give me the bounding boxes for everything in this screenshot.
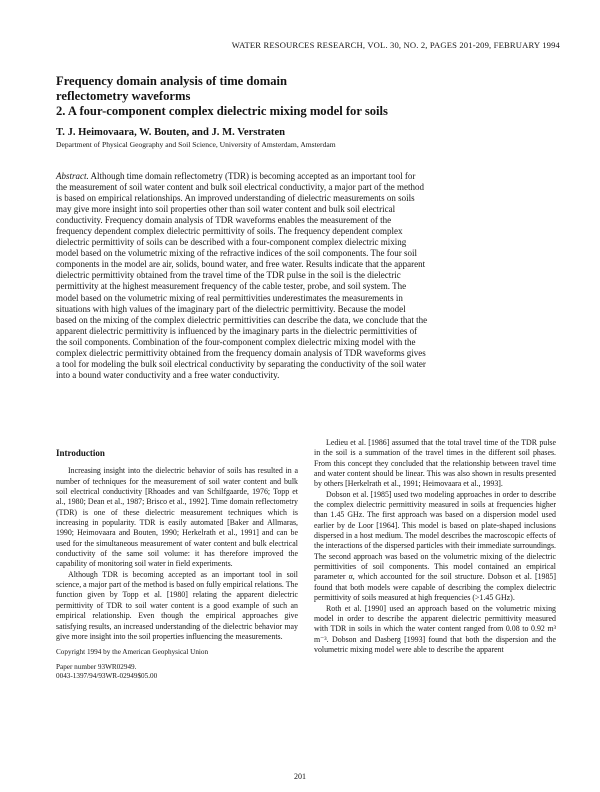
- left-column: [56, 438, 298, 681]
- paper-number: Paper number 93WR02949.: [56, 663, 137, 672]
- intro-paragraph-1: Increasing insight into the dielectric behavior of soils has resulted in a number of techniques for the measurement of soil water content and bulk soil electrical conductivity [Rhoades and van Schilfgaarde, 1976; Topp et al., 1980; Dean et al., 1987; Brisco et al., 1992]. Time domain reflectometry (TDR) is one of these dielectric measurement techniques which is increasing in popularity. TDR is easily automated [Baker and Allmaras, 1990; Heimovaara and Bouten, 1990; Herkelrath et al., 1991] and can be used for the simultaneous measurement of water content and bulk electrical conductivity of the same soil volume: it has therefore improved the capability of monitoring soil water in field experiments.: [56, 466, 298, 569]
- body-paragraph-3: Roth et al. [1990] used an approach based on the volumetric mixing model in order to describe the apparent dielectric permittivity measured with TDR in soils in which the water content ranged from 0.08 to 0.92 m³ m⁻³. Dobson and Dasberg [1993] found that both the dispersion and the volumetric mixing model were able to describe the apparent: [314, 603, 556, 654]
- title-line-1: Frequency domain analysis of time domain: [56, 74, 288, 88]
- abstract-text: Although time domain reflectometry (TDR) is becoming accepted as an important tool for the measurement of soil water content and bulk soil electrical conductivity, a major part of the method is based on empirical relationships. An improved understanding of dielectric measurements on soils may give more insight into soil properties other than soil water content and bulk soil electrical conductivity. Frequency domain analysis of TDR waveforms enables the measurement of the frequency dependent complex dielectric permittivity of soils. The frequency dependent complex dielectric permittivity of soils can be described with a four-component complex dielectric mixing model based on the volumetric mixing of the refractive indices of the soil components. The four soil components in the model are air, solids, bound water, and free water. Results indicate that the apparent dielectric permittivity obtained from the travel time of the TDR pulse in the soil is the dielectric permittivity at the highest measurement frequency of the cable tester, probe, and soil system. The model based on the volumetric mixing of real permittivities underestimates the measurements in situations with high values of the imaginary part of the dielectric permittivity. Because the model based on the mixing of the complex dielectric permittivities can describe the data, we conclude that the apparent dielectric permittivity is influenced by the imaginary parts in the dielectric permittivities of the soil components. Combination of the four-component complex dielectric mixing model with the complex dielectric permittivity obtained from the frequency domain analysis of TDR waveforms gives a tool for modeling the bulk soil electrical conductivity by separating the conductivity of the soil water into a bound water conductivity and a free water conductivity.: [56, 171, 428, 380]
- right-column: [314, 438, 556, 655]
- page-number: 201: [294, 772, 306, 781]
- paper-subtitle: 2. A four-component complex dielectric mixing model for soils: [56, 104, 388, 118]
- affiliation: Department of Physical Geography and Soil Science, University of Amsterdam, Amsterdam: [56, 139, 336, 149]
- running-head: WATER RESOURCES RESEARCH, VOL. 30, NO. 2, PAGES 201-209, FEBRUARY 1994: [231, 40, 560, 50]
- publication-code: 0043-1397/94/93WR-02949$05.00: [56, 672, 158, 681]
- section-heading-introduction: Introduction: [56, 448, 105, 458]
- title-line-2: reflectometry waveforms: [56, 88, 191, 103]
- intro-paragraph-2: Although TDR is becoming accepted as an important tool in soil science, a major part of the method is based on fully empirical relations. The function given by Topp et al. [1980] relating the apparent dielectric permittivity of TDR to soil water content is a good example of such an empirical relationship. Even though the empirical approaches give satisfying results, an increased understanding of the dielectric behavior may give more insight into the soil properties influencing the measurements.: [56, 569, 298, 641]
- copyright-notice: Copyright 1994 by the American Geophysical Union: [56, 648, 209, 657]
- abstract-label: Abstract.: [56, 171, 89, 181]
- body-paragraph-1: Ledieu et al. [1986] assumed that the total travel time of the TDR pulse in the soil is a summation of the travel times in the different soil phases. From this concept they concluded that the relationship between travel time and water content should be linear. This was also shown in results presented by others [Herkelrath et al., 1991; Heimovaara et al., 1993].: [314, 438, 556, 489]
- body-paragraph-2: Dobson et al. [1985] used two modeling approaches in order to describe the complex dielectric permittivity measured in soils at frequencies higher than 1.45 GHz. The first approach was based on a dispersion model used earlier by de Loor [1964]. This model is based on plate-shaped inclusions dispersed in a host medium. The model describes the macroscopic effects of the interactions of the dispersed particles with their immediate surroundings. The second approach was based on the volumetric mixing of the dielectric permittivities of soil components. This model contained an empirical parameter α, which accounted for the soil structure. Dobson et al. [1985] found that both models were capable of describing the complex dielectric permittivity of soils measured at high frequencies (>1.45 GHz).: [314, 489, 556, 603]
- author-list: T. J. Heimovaara, W. Bouten, and J. M. Verstraten: [56, 126, 286, 138]
- abstract: [56, 171, 428, 381]
- title-block: [56, 74, 556, 149]
- footnote: [56, 648, 298, 681]
